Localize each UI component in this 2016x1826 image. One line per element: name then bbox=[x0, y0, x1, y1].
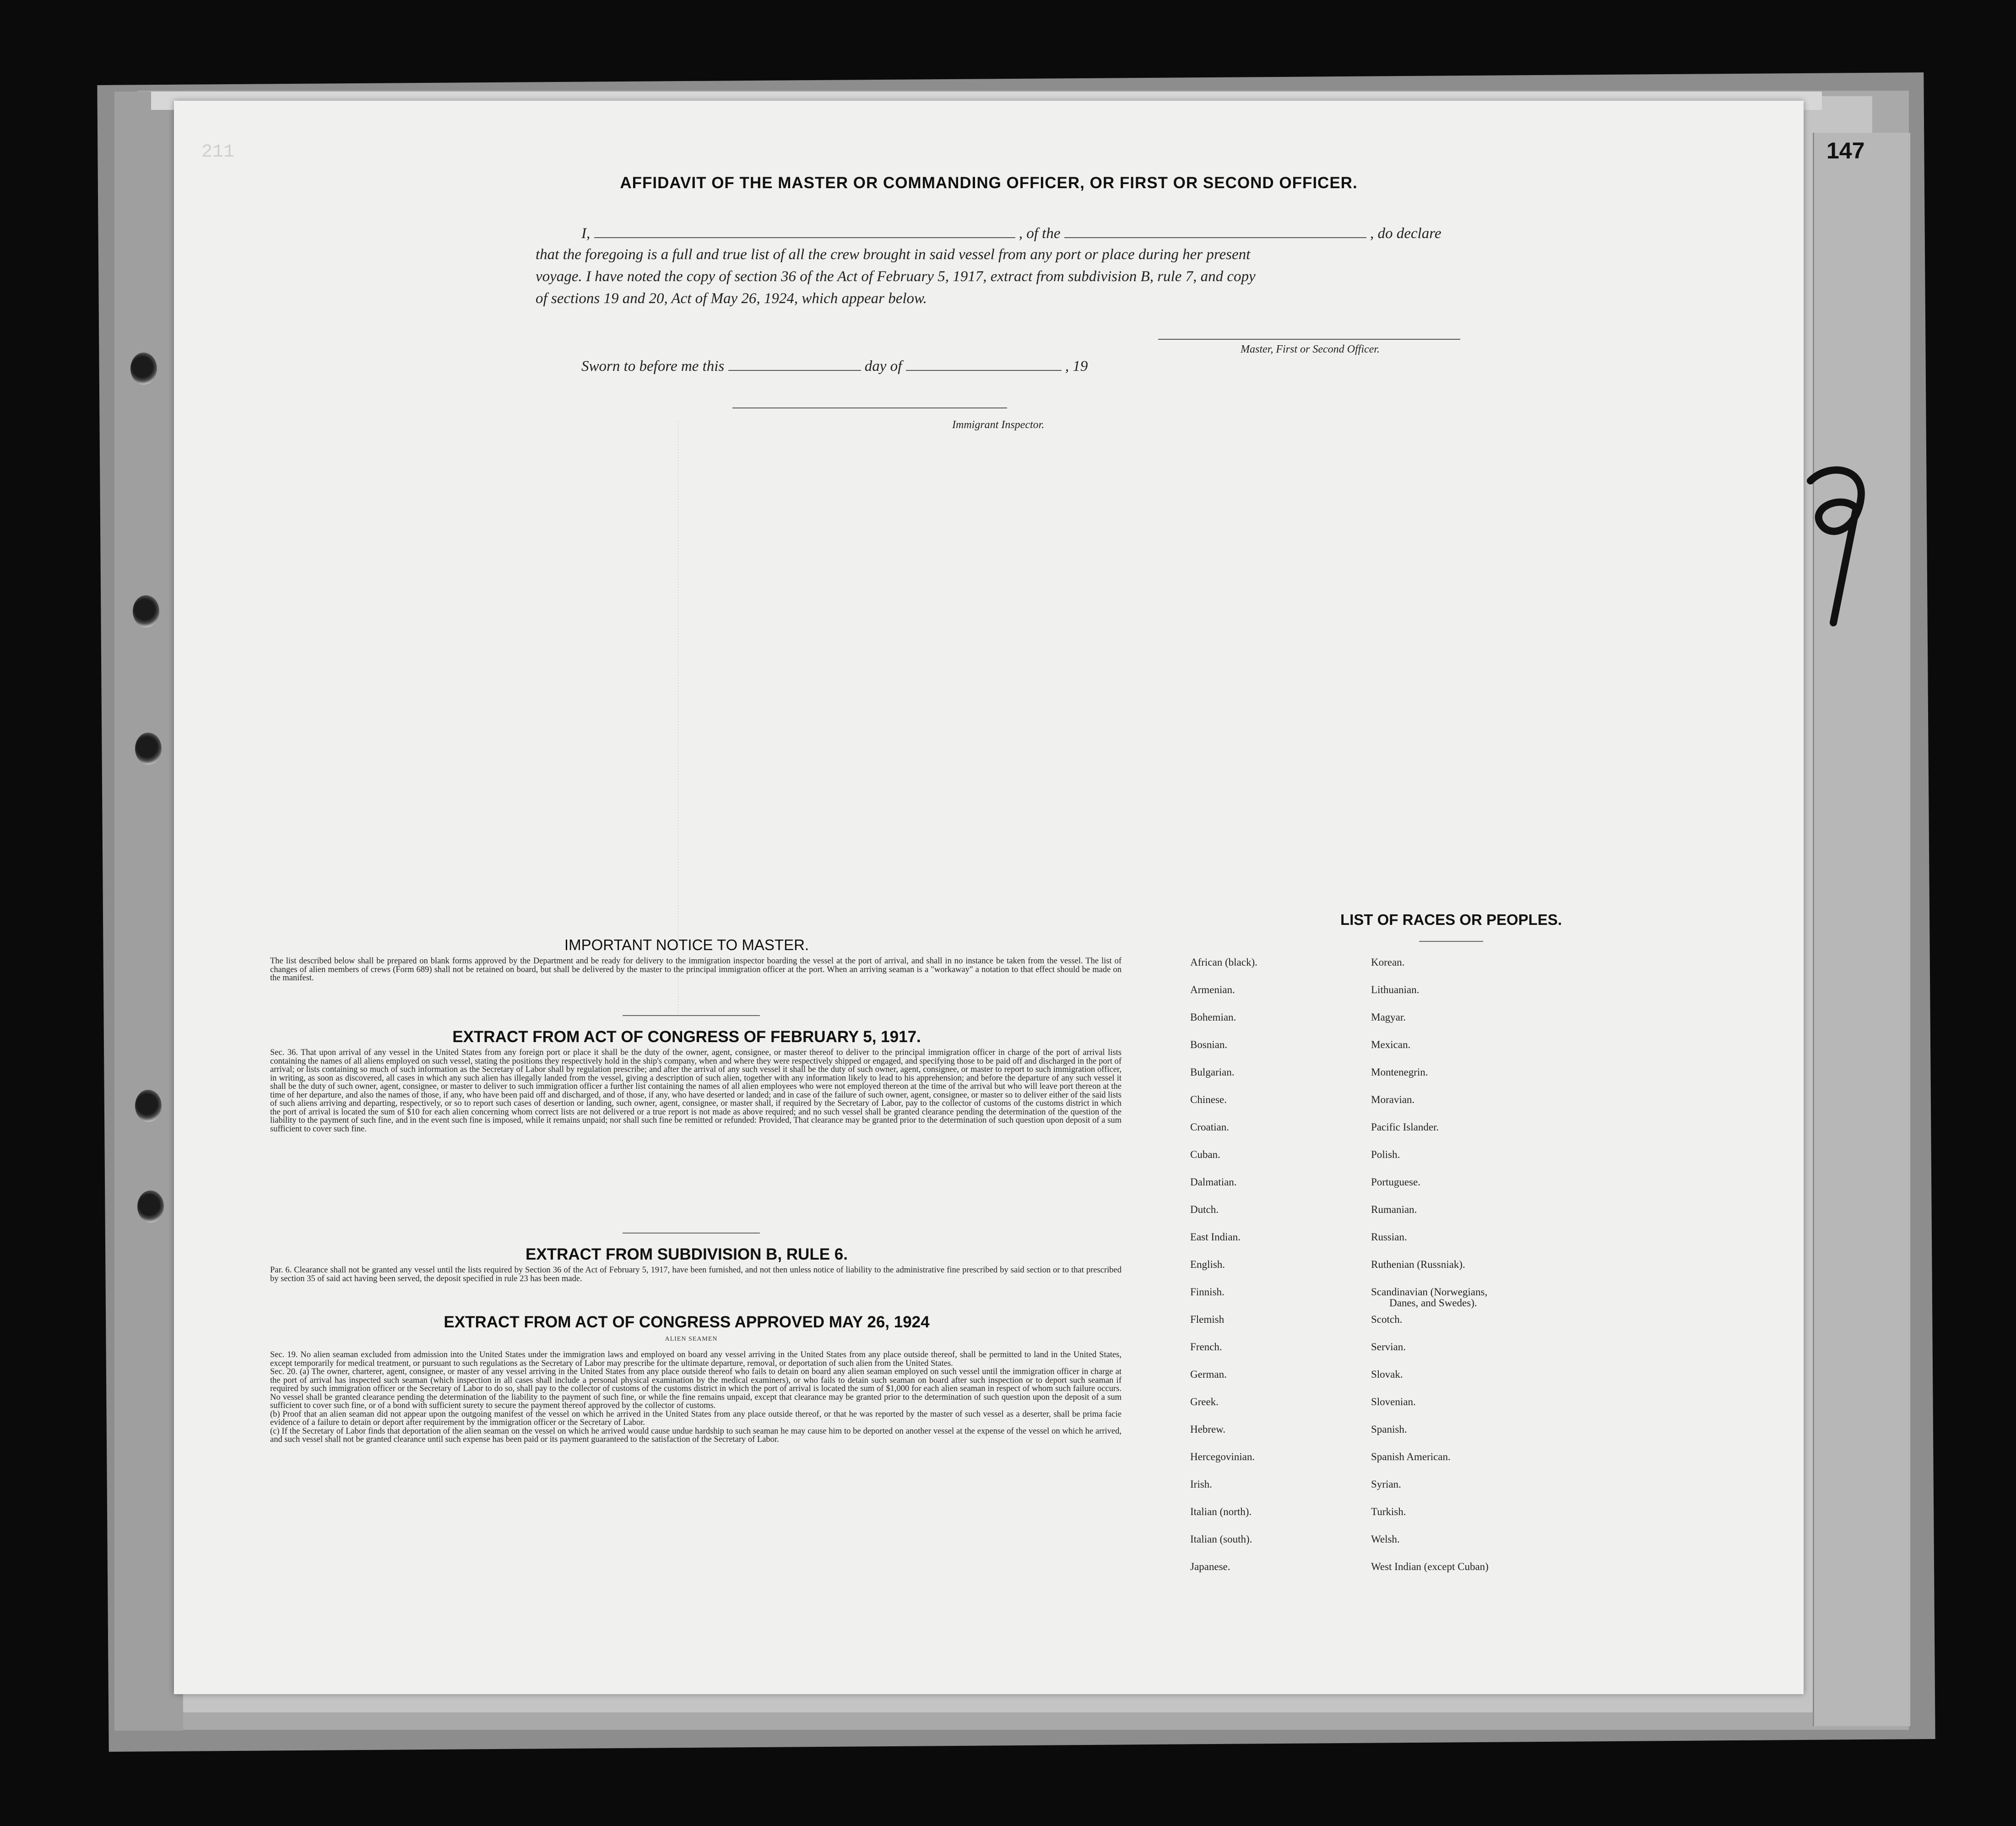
race-item: Bulgarian. bbox=[1190, 1066, 1235, 1078]
extract-1917-body: Sec. 36. That upon arrival of any vessel in the United States from any foreign port or place it shall be the duty of the owner, agent, consignee, or master thereof to deliver to the principal immigration officer in charge of the port of arrival lists containing the names of all aliens employed on such vessel, stating the positions they respectively hold in the ship's company, when and where they were respectively shipped or engaged, and specifying those to be paid off and discharged in the port of arrival; or lists containing so much of such information as the Secretary of Labor shall by regulation prescribe; and after the arrival of any such vessel it shall be the duty of such owner, agent, consignee, or master to report to such immigration officer, in writing, as soon as discovered, all cases in which any such alien has illegally landed from the vessel, giving a description of such alien, together with any information likely to lead to his apprehension; and before the departure of any such vessel it shall be the duty of such owner, agent, consignee, or master to deliver to such immigration officer a further list containing the names of all alien employees who were not employed thereon at the time of the arrival but who will leave port thereon at the time of her departure, and also the names of those, if any, who have been paid off and discharged, and of those, if any, who have deserted or landed; and in case of the failure of such owner, agent, consignee, or master so to deliver either of the said lists of such aliens arriving and departing, respectively, or so to report such cases of desertion or landing, such owner, agent, consignee, or master shall, if required by the Secretary of Labor, pay to the collector of customs of the customs district in which the port of arrival is located the sum of $10 for each alien concerning whom correct lists are not delivered or a true report is not made as above required; and no such vessel shall be granted clearance pending the determination of the question of the liability to the payment of such fine, and in the event such fine is imposed, while it remains unpaid; nor shall such fine be remitted or refunded: Provided, That clearance may be granted prior to the determination of such question upon deposit of a sum sufficient to cover such fine. bbox=[270, 1048, 1122, 1134]
race-item: Welsh. bbox=[1371, 1533, 1400, 1545]
punch-hole bbox=[135, 1090, 162, 1122]
race-item: Scotch. bbox=[1371, 1314, 1403, 1325]
affidavit-title: AFFIDAVIT OF THE MASTER OR COMMANDING OFFICER, OR FIRST OR SECOND OFFICER. bbox=[620, 174, 1358, 192]
race-item: Flemish bbox=[1190, 1314, 1225, 1325]
race-item: Dalmatian. bbox=[1190, 1176, 1237, 1188]
sec-20c: (c) If the Secretary of Labor finds that deportation of the alien seaman on the vessel on which he arrived would cause undue hardship to such seaman he may cause him to be deported on another vessel at the expense of the vessel on which he arrived, and such vessel shall not be granted clearance until such expense has been paid or its payment guaranteed to the satisfaction of the Secretary of Labor. bbox=[270, 1426, 1122, 1444]
divider bbox=[623, 1233, 760, 1234]
month-blank bbox=[906, 357, 1062, 371]
day-blank bbox=[728, 357, 861, 371]
race-item: Servian. bbox=[1371, 1341, 1406, 1353]
manifest-page bbox=[174, 101, 1804, 1694]
race-item: Syrian. bbox=[1371, 1478, 1401, 1490]
rule6-title: EXTRACT FROM SUBDIVISION B, RULE 6. bbox=[526, 1245, 848, 1263]
extract-1917-title: EXTRACT FROM ACT OF CONGRESS OF FEBRUARY 5, 1917. bbox=[452, 1028, 921, 1046]
race-item: Polish. bbox=[1371, 1149, 1400, 1160]
punch-hole bbox=[130, 353, 157, 385]
race-item: Hebrew. bbox=[1190, 1424, 1226, 1435]
race-item: Spanish American. bbox=[1371, 1451, 1451, 1462]
binding-margin bbox=[114, 92, 183, 1731]
race-item: Rumanian. bbox=[1371, 1204, 1417, 1215]
race-item: Spanish. bbox=[1371, 1424, 1407, 1435]
alien-seamen-subtitle: ALIEN SEAMEN bbox=[665, 1336, 718, 1342]
race-item: Portuguese. bbox=[1371, 1176, 1420, 1188]
page-number: 147 bbox=[1826, 138, 1865, 163]
punch-hole bbox=[135, 733, 162, 765]
race-item: Italian (north). bbox=[1190, 1506, 1252, 1517]
extract-1924-title: EXTRACT FROM ACT OF CONGRESS APPROVED MAY 26, 1924 bbox=[444, 1313, 930, 1331]
master-signature-label: Master, First or Second Officer. bbox=[1241, 343, 1380, 355]
race-item: Chinese. bbox=[1190, 1094, 1227, 1105]
races-title: LIST OF RACES OR PEOPLES. bbox=[1340, 911, 1562, 928]
race-item: West Indian (except Cuban) bbox=[1371, 1561, 1489, 1572]
corner-note: 211 bbox=[201, 142, 235, 163]
race-item: Italian (south). bbox=[1190, 1533, 1252, 1545]
sec-19: Sec. 19. No alien seaman excluded from admission into the United States under the immigration laws and employed on board any vessel arriving in the United States from any place outside thereof, shall be permitted to land in the United States, except temporarily for medical treatment, or pursuant to such regulations as the Secretary of Labor may prescribe for the ultimate departure, removal, or deportation of such alien from the United States. bbox=[270, 1350, 1122, 1368]
race-item: Armenian. bbox=[1190, 984, 1235, 995]
races-scandinavian-continuation: Danes, and Swedes). bbox=[1389, 1297, 1477, 1309]
race-item: Dutch. bbox=[1190, 1204, 1219, 1215]
master-signature-line bbox=[1158, 339, 1460, 340]
race-item: Bosnian. bbox=[1190, 1039, 1228, 1050]
race-item: Ruthenian (Russniak). bbox=[1371, 1259, 1465, 1270]
race-item: Irish. bbox=[1190, 1478, 1212, 1490]
race-item: Greek. bbox=[1190, 1396, 1219, 1408]
race-item: Korean. bbox=[1371, 956, 1405, 968]
affidavit-do-declare: , do declare bbox=[1370, 225, 1442, 242]
race-item: East Indian. bbox=[1190, 1231, 1241, 1243]
affidavit-line-1 bbox=[581, 224, 1441, 242]
race-item: Russian. bbox=[1371, 1231, 1407, 1243]
races-left-column bbox=[1190, 957, 1382, 1589]
year-prefix: , 19 bbox=[1065, 358, 1088, 375]
race-item: Moravian. bbox=[1371, 1094, 1415, 1105]
race-item: Turkish. bbox=[1371, 1506, 1406, 1517]
affidavit-i: I, bbox=[581, 225, 591, 242]
race-item: Montenegrin. bbox=[1371, 1066, 1428, 1078]
affidavit-line-2: that the foregoing is a full and true list of all the crew brought in said vessel from any port or place during her present bbox=[536, 246, 1251, 263]
sec-20b: (b) Proof that an alien seaman did not appear upon the outgoing manifest of the vessel on which he arrived in the United States from any place outside thereof, or that he was reported by the master of such vessel as a deserter, shall be prima facie evidence of a failure to detain or deport after requirement by the immigration officer or the Secretary of Labor. bbox=[270, 1409, 1122, 1427]
inspector-signature-label: Immigrant Inspector. bbox=[952, 419, 1045, 431]
notice-body: The list described below shall be prepared on blank forms approved by the Department and be ready for delivery to the immigration inspector boarding the vessel at the port of arrival, and shall in no instance be taken from the vessel. The list of changes of alien members of crews (Form 689) shall not be retained on board, but shall be delivered by the master to the principal immigration officer at the port. When an arriving seaman is a "workaway" a notation to that effect should be made on the manifest. bbox=[270, 956, 1122, 983]
race-item: Finnish. bbox=[1190, 1286, 1225, 1298]
affidavit-line-3: voyage. I have noted the copy of section 36 of the Act of February 5, 1917, extract from subdivision B, rule 7, and copy bbox=[536, 268, 1256, 285]
race-item: Bohemian. bbox=[1190, 1011, 1236, 1023]
punch-hole bbox=[137, 1190, 164, 1223]
extract-1924-body bbox=[270, 1351, 1122, 1444]
races-right-column bbox=[1371, 957, 1609, 1589]
race-item: Scandinavian (Norwegians, bbox=[1371, 1286, 1488, 1298]
vessel-blank bbox=[1064, 224, 1366, 238]
affidavit-line-4: of sections 19 and 20, Act of May 26, 1924, which appear below. bbox=[536, 290, 927, 307]
handwritten-mark bbox=[1801, 462, 1875, 627]
race-item: Croatian. bbox=[1190, 1121, 1229, 1133]
affidavit-of-the: , of the bbox=[1019, 225, 1061, 242]
sworn-line bbox=[581, 357, 1088, 375]
race-item: Lithuanian. bbox=[1371, 984, 1420, 995]
race-item: French. bbox=[1190, 1341, 1222, 1353]
race-item: Slovenian. bbox=[1371, 1396, 1416, 1408]
race-item: German. bbox=[1190, 1369, 1227, 1380]
race-item: English. bbox=[1190, 1259, 1225, 1270]
race-item: Pacific Islander. bbox=[1371, 1121, 1439, 1133]
race-item: Mexican. bbox=[1371, 1039, 1411, 1050]
punch-hole bbox=[133, 595, 159, 627]
sworn-text: Sworn to before me this bbox=[581, 358, 725, 375]
divider bbox=[1419, 941, 1483, 942]
race-item: Magyar. bbox=[1371, 1011, 1406, 1023]
rule6-body: Par. 6. Clearance shall not be granted any vessel until the lists required by Section 36 of the Act of February 5, 1917, have been furnished, and not then unless notice of liability to the administrative fine prescribed by said section or to that prescribed by section 35 of said act having been served, the deposit specified in rule 23 has been made. bbox=[270, 1266, 1122, 1283]
underlying-page-edge bbox=[1813, 133, 1910, 1726]
race-item: Cuban. bbox=[1190, 1149, 1220, 1160]
race-item: African (black). bbox=[1190, 956, 1257, 968]
notice-title: IMPORTANT NOTICE TO MASTER. bbox=[564, 936, 809, 953]
race-item: Slovak. bbox=[1371, 1369, 1403, 1380]
name-blank bbox=[594, 224, 1015, 238]
divider bbox=[623, 1015, 760, 1016]
race-item: Japanese. bbox=[1190, 1561, 1230, 1572]
race-item: Hercegovinian. bbox=[1190, 1451, 1255, 1462]
day-of-text: day of bbox=[864, 358, 902, 375]
sec-20a: Sec. 20. (a) The owner, charterer, agent, consignee, or master of any vessel arriving in the United States from any place outside thereof who fails to detain on board any alien seaman employed on such vessel until the immigration officer in charge at the port of arrival has inspected such seaman (which inspection in all cases shall include a personal physical examination by the medical examiners), or who fails to detain such seaman on board after such inspection or to deport such seaman if required by such immigration officer or the Secretary of Labor to do so, shall pay to the collector of customs of the customs district in which the port of arrival is located the sum of $1,000 for each alien seaman in respect of whom such failure occurs. No vessel shall be granted clearance pending the determination of the liability to the payment of such fine, or while the fine remains unpaid, except that clearance may be granted prior to the determination of such question upon the deposit of a sum sufficient to cover such fine, or of a bond with sufficient surety to secure the payment thereof approved by the collector of customs. bbox=[270, 1367, 1122, 1410]
